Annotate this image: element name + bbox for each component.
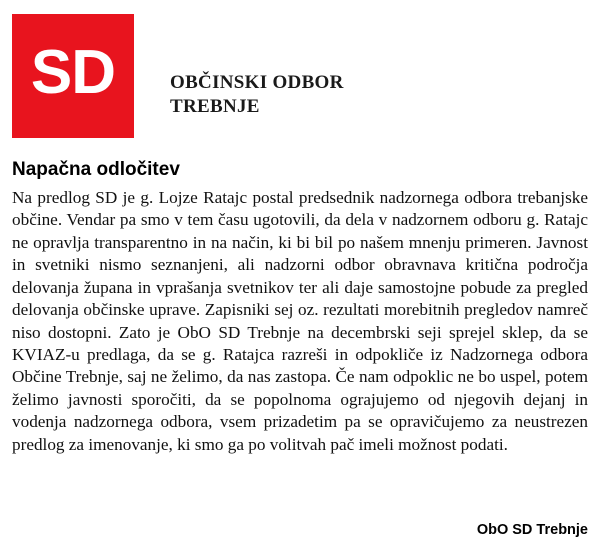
organization-title-line1: OBČINSKI ODBOR [170, 72, 344, 93]
article-heading: Napačna odločitev [12, 159, 180, 180]
organization-title-line2: TREBNJE [170, 96, 260, 118]
article-signature: ObO SD Trebnje [476, 522, 588, 538]
article-body: Na predlog SD je g. Lojze Ratajc postal predsednik nadzornega odbora trebanjske občine. Vendar pa smo v tem času ugotovili, da dela v nadzornem odboru g. Ratajc ne opravlja transparentno in na način, ki bi bil po našem mnenju primeren. Javnost in svetniki nismo seznanjeni, ali nadzorni odbor obravnava kritična področja delovanja župana in vprašanja svetnikov ter ali daje samostojne pobude za pregled delovanja občinske uprave. Zapisniki sej oz. rezultati morebitnih pregledov namreč niso dostopni. Zato je ObO SD Trebnje na decembrski seji sprejel sklep, da se KVIAZ-u predlaga, da se g. Ratajca razreši in odpokliče iz Nadzornega odbora Občine Trebnje, saj ne želimo, da nas zastopa. Če nam odpoklic ne bo uspel, potem želimo javnosti sporočiti, da se popolnoma ograjujemo od njegovih dejanj in vodenja nadzornega odbora, vsem prizadetim pa se opravičujemo za neustrezen predlog za imenovanje, ki smo ga po volitvah pač imeli možnost podati. [12, 187, 588, 454]
organization-title [134, 14, 344, 120]
sd-logo-text: SD [30, 38, 116, 107]
article [12, 138, 588, 456]
document-header [12, 14, 588, 138]
sd-logo [12, 14, 134, 138]
